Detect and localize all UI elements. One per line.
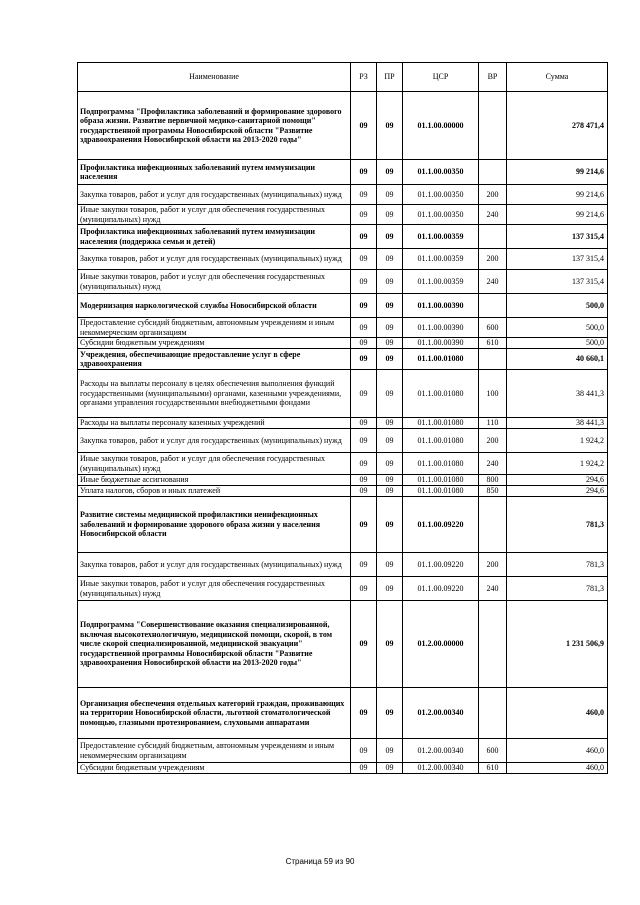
cell-vr: 110 [479, 418, 507, 429]
cell-name: Модернизация наркологической службы Новосибирской области [78, 294, 351, 318]
cell-csr: 01.2.00.00000 [403, 601, 479, 688]
table-row [78, 601, 608, 688]
cell-pr: 09 [377, 349, 403, 370]
cell-csr: 01.1.00.00350 [403, 160, 479, 185]
cell-vr: 240 [479, 270, 507, 294]
cell-sum: 1 924,2 [507, 453, 608, 475]
cell-sum: 781,3 [507, 577, 608, 601]
table-row [78, 349, 608, 370]
cell-vr [479, 349, 507, 370]
header-name: Наименование [78, 63, 351, 92]
cell-rz: 09 [351, 739, 377, 763]
cell-sum: 460,0 [507, 688, 608, 739]
cell-pr: 09 [377, 338, 403, 349]
cell-name: Иные бюджетные ассигнования [78, 475, 351, 486]
cell-name: Закупка товаров, работ и услуг для государственных (муниципальных) нужд [78, 429, 351, 453]
cell-sum: 1 231 506,9 [507, 601, 608, 688]
cell-rz: 09 [351, 270, 377, 294]
cell-csr: 01.1.00.01080 [403, 475, 479, 486]
cell-sum: 99 214,6 [507, 185, 608, 205]
table-row [78, 205, 608, 225]
cell-sum: 137 315,4 [507, 270, 608, 294]
cell-csr: 01.1.00.01080 [403, 453, 479, 475]
table-row [78, 92, 608, 160]
table-row [78, 453, 608, 475]
cell-name: Иные закупки товаров, работ и услуг для обеспечения государственных (муниципальных) нужд [78, 453, 351, 475]
cell-sum: 781,3 [507, 497, 608, 553]
cell-vr: 600 [479, 739, 507, 763]
cell-csr: 01.2.00.00340 [403, 688, 479, 739]
cell-rz: 09 [351, 475, 377, 486]
cell-rz: 09 [351, 418, 377, 429]
table-row [78, 225, 608, 249]
cell-sum: 137 315,4 [507, 249, 608, 270]
cell-name: Организация обеспечения отдельных категорий граждан, проживающих на территории Новосибирской области, льготной стоматологической помощью, глазными протезированием, слуховыми аппаратами [78, 688, 351, 739]
cell-csr: 01.1.00.09220 [403, 577, 479, 601]
cell-vr: 610 [479, 763, 507, 774]
cell-pr: 09 [377, 270, 403, 294]
cell-pr: 09 [377, 601, 403, 688]
table-row [78, 553, 608, 577]
cell-name: Закупка товаров, работ и услуг для государственных (муниципальных) нужд [78, 249, 351, 270]
cell-name: Предоставление субсидий бюджетным, автономным учреждениям и иным некоммерческим организациям [78, 739, 351, 763]
cell-vr: 200 [479, 553, 507, 577]
cell-name: Иные закупки товаров, работ и услуг для обеспечения государственных (муниципальных) нужд [78, 205, 351, 225]
cell-rz: 09 [351, 486, 377, 497]
cell-name: Иные закупки товаров, работ и услуг для обеспечения государственных (муниципальных) нужд [78, 270, 351, 294]
cell-name: Предоставление субсидий бюджетным, автономным учреждениям и иным некоммерческим организациям [78, 318, 351, 338]
cell-rz: 09 [351, 497, 377, 553]
cell-rz: 09 [351, 205, 377, 225]
cell-rz: 09 [351, 294, 377, 318]
cell-pr: 09 [377, 370, 403, 418]
cell-name: Развитие системы медицинской профилактики неинфекционных заболеваний и формирование здорового образа жизни у населения Новосибирской области [78, 497, 351, 553]
cell-pr: 09 [377, 429, 403, 453]
cell-pr: 09 [377, 577, 403, 601]
cell-rz: 09 [351, 225, 377, 249]
cell-rz: 09 [351, 577, 377, 601]
cell-csr: 01.1.00.00350 [403, 185, 479, 205]
cell-pr: 09 [377, 185, 403, 205]
cell-pr: 09 [377, 497, 403, 553]
cell-csr: 01.2.00.00340 [403, 739, 479, 763]
cell-name: Подпрограмма "Профилактика заболеваний и формирование здорового образа жизни. Развитие первичной медико-санитарной помощи" государственной программы Новосибирской области "Развитие здравоохранения Новосибирской области на 2013-2020 годы" [78, 92, 351, 160]
cell-sum: 500,0 [507, 338, 608, 349]
cell-pr: 09 [377, 92, 403, 160]
cell-vr [479, 225, 507, 249]
header-rz: РЗ [351, 63, 377, 92]
cell-vr: 100 [479, 370, 507, 418]
cell-pr: 09 [377, 318, 403, 338]
table-body [78, 92, 608, 774]
cell-sum: 460,0 [507, 763, 608, 774]
page-number: Страница 59 из 90 [285, 857, 355, 866]
cell-vr: 240 [479, 577, 507, 601]
cell-rz: 09 [351, 249, 377, 270]
cell-vr: 850 [479, 486, 507, 497]
cell-csr: 01.1.00.09220 [403, 553, 479, 577]
cell-sum: 294,6 [507, 486, 608, 497]
cell-csr: 01.1.00.01080 [403, 429, 479, 453]
cell-name: Субсидии бюджетным учреждениям [78, 338, 351, 349]
cell-sum: 40 660,1 [507, 349, 608, 370]
cell-rz: 09 [351, 349, 377, 370]
cell-pr: 09 [377, 486, 403, 497]
header-csr: ЦСР [403, 63, 479, 92]
cell-csr: 01.2.00.00340 [403, 763, 479, 774]
cell-vr: 600 [479, 318, 507, 338]
table-row [78, 185, 608, 205]
cell-rz: 09 [351, 453, 377, 475]
cell-rz: 09 [351, 601, 377, 688]
table-row [78, 688, 608, 739]
table-row [78, 739, 608, 763]
cell-name: Профилактика инфекционных заболеваний путем иммунизации населения [78, 160, 351, 185]
cell-name: Иные закупки товаров, работ и услуг для обеспечения государственных (муниципальных) нужд [78, 577, 351, 601]
cell-pr: 09 [377, 418, 403, 429]
cell-pr: 09 [377, 763, 403, 774]
cell-name: Подпрограмма "Совершенствование оказания специализированной, включая высокотехнологичную, медицинской помощи, скорой, в том числе скорой специализированной, медицинской эвакуации" государственной программы Новосибирской области "Развитие здравоохранения Новосибирской области на 2013-2020 годы" [78, 601, 351, 688]
cell-csr: 01.1.00.01080 [403, 418, 479, 429]
cell-rz: 09 [351, 338, 377, 349]
table-row [78, 294, 608, 318]
cell-sum: 1 924,2 [507, 429, 608, 453]
cell-vr: 610 [479, 338, 507, 349]
table-row [78, 249, 608, 270]
cell-csr: 01.1.00.01080 [403, 486, 479, 497]
cell-pr: 09 [377, 475, 403, 486]
table-header-row [78, 63, 608, 92]
header-pr: ПР [377, 63, 403, 92]
cell-pr: 09 [377, 225, 403, 249]
cell-vr [479, 294, 507, 318]
cell-pr: 09 [377, 160, 403, 185]
cell-vr: 240 [479, 205, 507, 225]
cell-name: Учреждения, обеспечивающие предоставление услуг в сфере здравоохранения [78, 349, 351, 370]
cell-vr: 200 [479, 249, 507, 270]
cell-sum: 99 214,6 [507, 160, 608, 185]
cell-csr: 01.1.00.00359 [403, 270, 479, 294]
cell-rz: 09 [351, 160, 377, 185]
cell-rz: 09 [351, 429, 377, 453]
cell-rz: 09 [351, 185, 377, 205]
cell-sum: 500,0 [507, 294, 608, 318]
table-row [78, 270, 608, 294]
cell-pr: 09 [377, 453, 403, 475]
budget-table [77, 62, 608, 774]
table-row [78, 318, 608, 338]
cell-name: Субсидии бюджетным учреждениям [78, 763, 351, 774]
cell-rz: 09 [351, 92, 377, 160]
cell-pr: 09 [377, 294, 403, 318]
cell-sum: 99 214,6 [507, 205, 608, 225]
cell-rz: 09 [351, 688, 377, 739]
cell-sum: 38 441,3 [507, 418, 608, 429]
cell-pr: 09 [377, 205, 403, 225]
cell-csr: 01.1.00.00350 [403, 205, 479, 225]
cell-pr: 09 [377, 688, 403, 739]
cell-name: Профилактика инфекционных заболеваний путем иммунизации населения (поддержка семьи и детей) [78, 225, 351, 249]
cell-name: Закупка товаров, работ и услуг для государственных (муниципальных) нужд [78, 185, 351, 205]
cell-csr: 01.1.00.00390 [403, 294, 479, 318]
cell-csr: 01.1.00.00359 [403, 225, 479, 249]
cell-vr: 200 [479, 429, 507, 453]
cell-pr: 09 [377, 249, 403, 270]
header-vr: ВР [479, 63, 507, 92]
cell-sum: 278 471,4 [507, 92, 608, 160]
cell-vr: 200 [479, 185, 507, 205]
cell-rz: 09 [351, 763, 377, 774]
cell-rz: 09 [351, 318, 377, 338]
cell-csr: 01.1.00.00000 [403, 92, 479, 160]
header-sum: Сумма [507, 63, 608, 92]
table-row [78, 475, 608, 486]
cell-csr: 01.1.00.00390 [403, 338, 479, 349]
cell-vr: 800 [479, 475, 507, 486]
table-row [78, 577, 608, 601]
cell-pr: 09 [377, 553, 403, 577]
cell-rz: 09 [351, 553, 377, 577]
cell-vr [479, 160, 507, 185]
cell-pr: 09 [377, 739, 403, 763]
cell-vr [479, 497, 507, 553]
cell-csr: 01.1.00.00359 [403, 249, 479, 270]
cell-sum: 294,6 [507, 475, 608, 486]
table-row [78, 338, 608, 349]
cell-csr: 01.1.00.01080 [403, 370, 479, 418]
cell-vr [479, 601, 507, 688]
table-row [78, 429, 608, 453]
table-row [78, 370, 608, 418]
cell-name: Уплата налогов, сборов и иных платежей [78, 486, 351, 497]
table-row [78, 160, 608, 185]
cell-sum: 460,0 [507, 739, 608, 763]
cell-rz: 09 [351, 370, 377, 418]
cell-csr: 01.1.00.00390 [403, 318, 479, 338]
cell-csr: 01.1.00.09220 [403, 497, 479, 553]
cell-sum: 137 315,4 [507, 225, 608, 249]
cell-sum: 781,3 [507, 553, 608, 577]
cell-sum: 38 441,3 [507, 370, 608, 418]
table-row [78, 486, 608, 497]
cell-csr: 01.1.00.01080 [403, 349, 479, 370]
cell-vr: 240 [479, 453, 507, 475]
cell-name: Расходы на выплаты персоналу казенных учреждений [78, 418, 351, 429]
cell-name: Закупка товаров, работ и услуг для государственных (муниципальных) нужд [78, 553, 351, 577]
cell-name: Расходы на выплаты персоналу в целях обеспечения выполнения функций государственными (муниципальными) органами, казенными учреждениями, органами управления государственными внебюджетными фондами [78, 370, 351, 418]
table-row [78, 497, 608, 553]
cell-vr [479, 688, 507, 739]
cell-sum: 500,0 [507, 318, 608, 338]
table-row [78, 418, 608, 429]
table-row [78, 763, 608, 774]
cell-vr [479, 92, 507, 160]
